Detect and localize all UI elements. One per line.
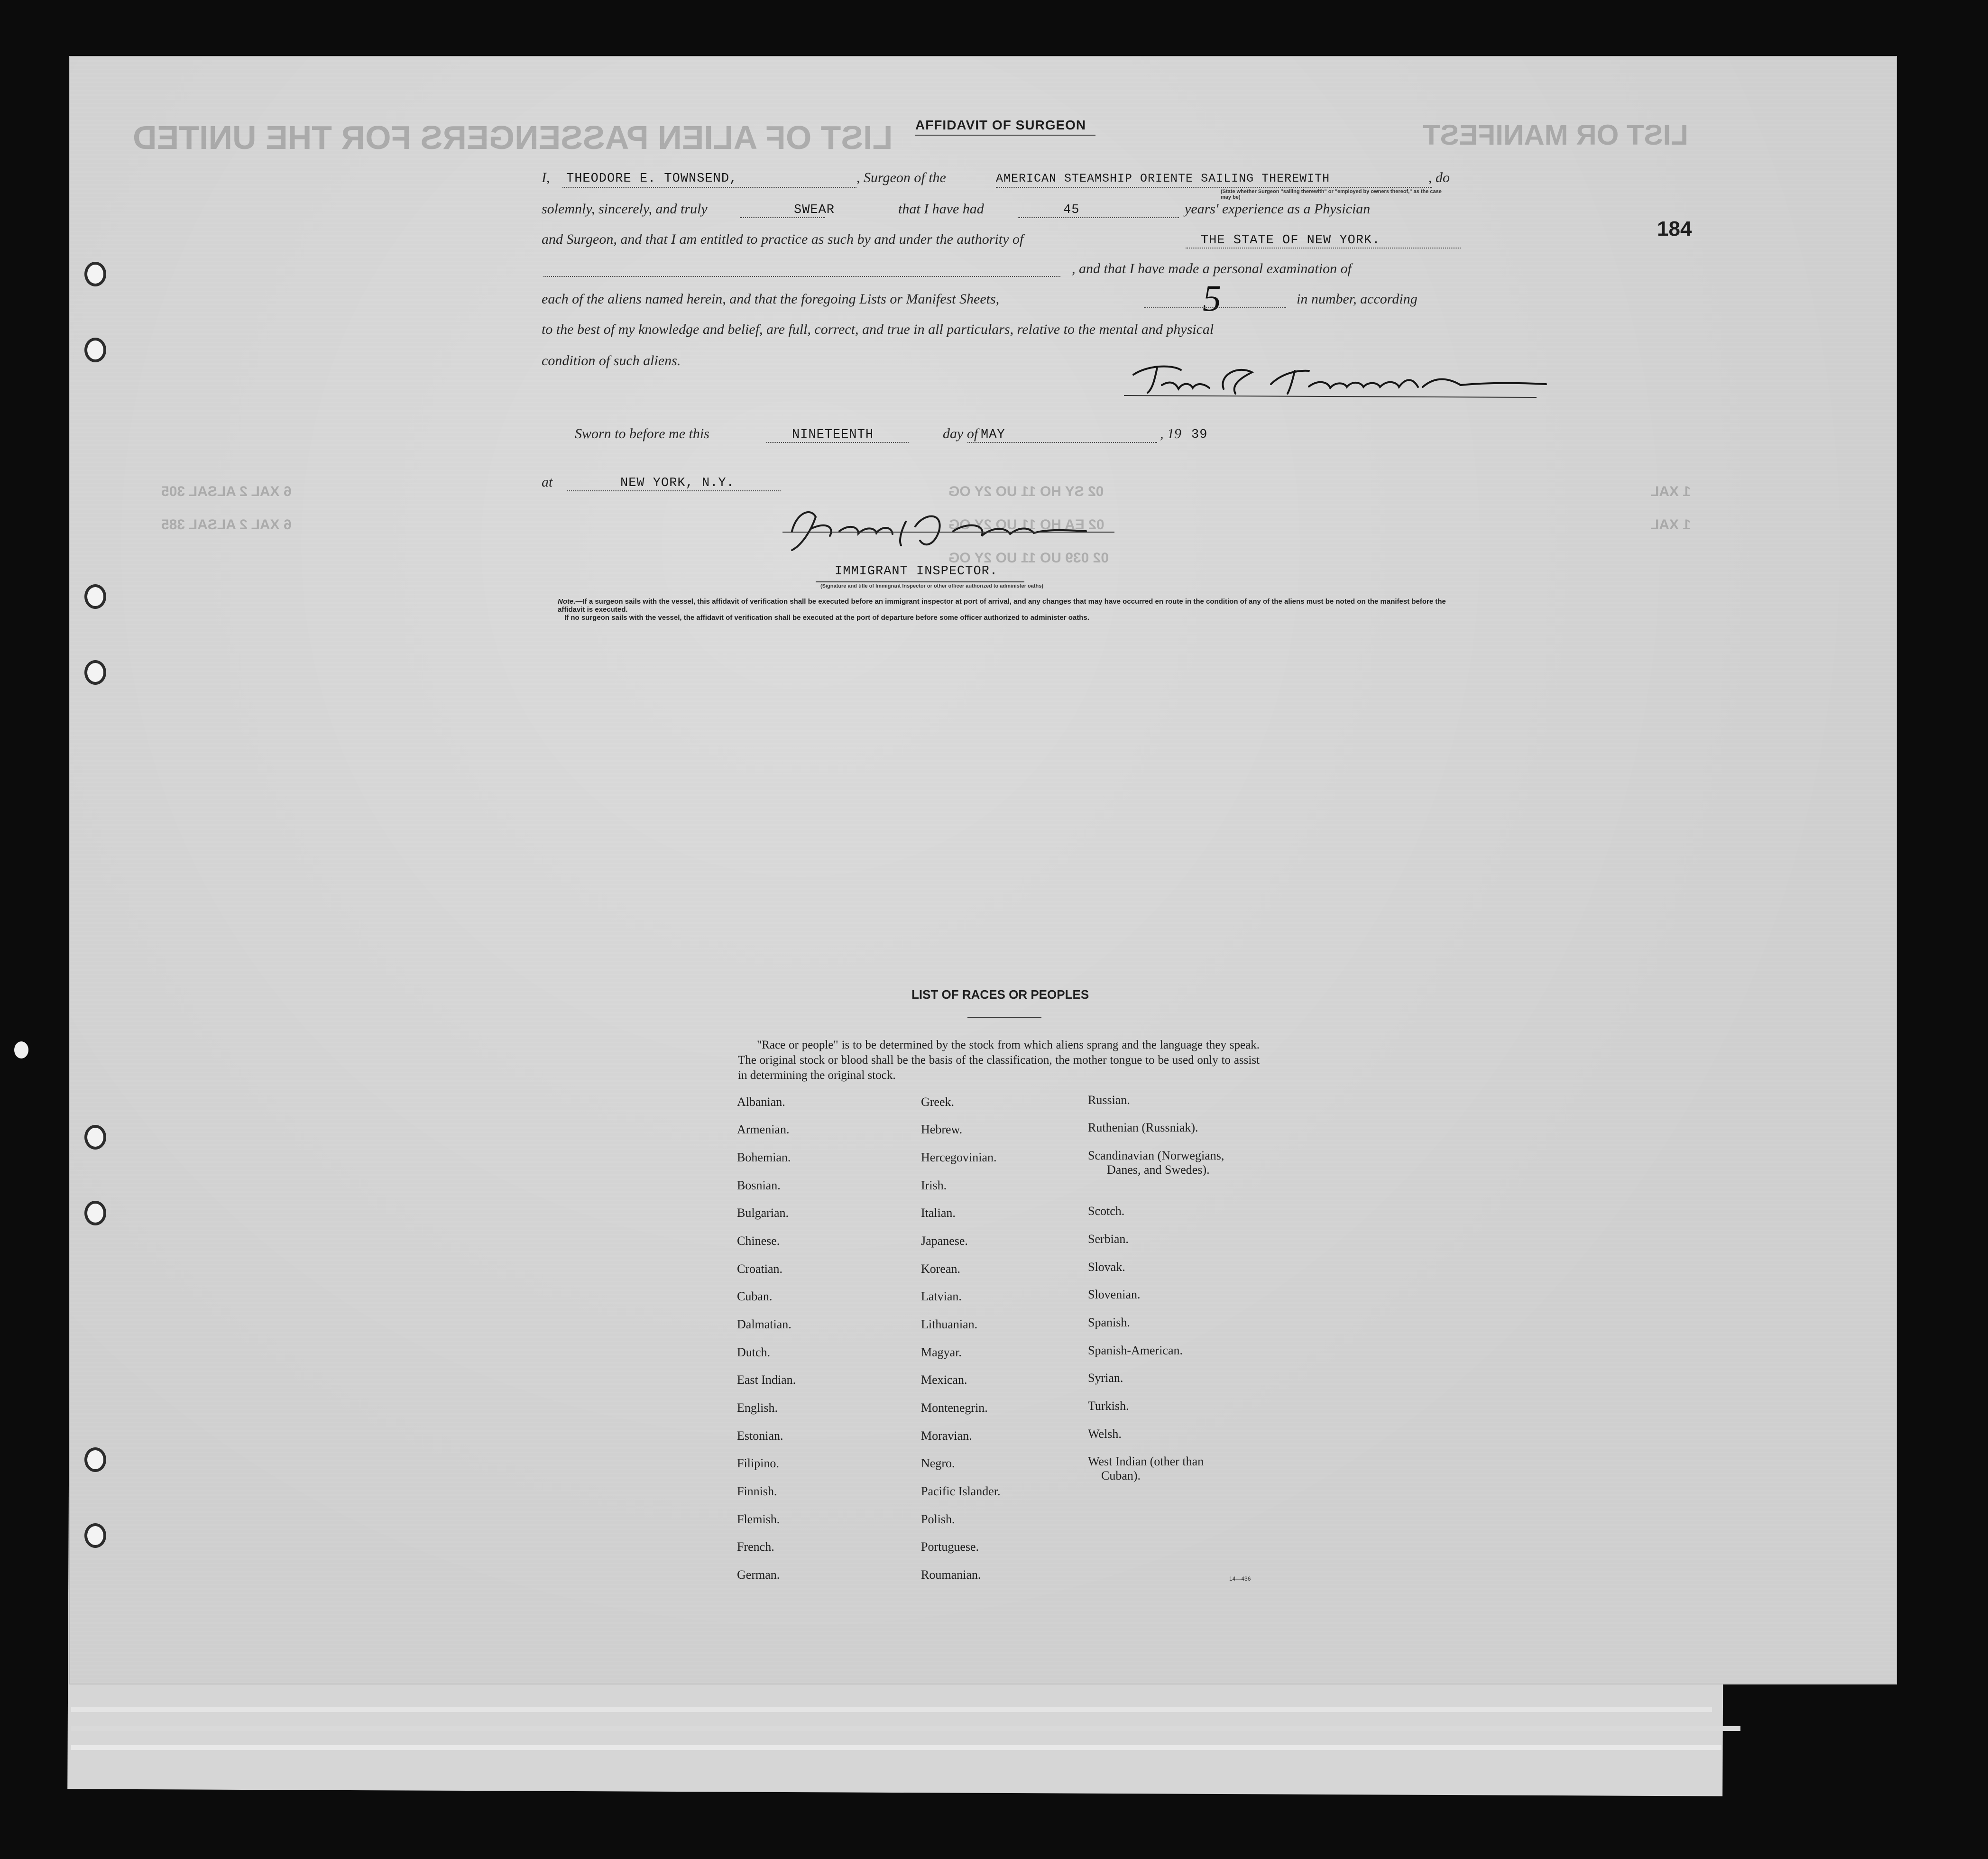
binder-hole (84, 1447, 106, 1472)
binder-hole (84, 1523, 106, 1548)
title-underline (915, 135, 1095, 136)
line-text: that I have had (898, 201, 984, 217)
vessel-note: (State whether Surgeon "sailing therewith" or "employed by owners thereof," as the case may be) (1221, 189, 1442, 200)
affidavit-line-4 (542, 261, 1462, 290)
affidavit-line-3 (542, 231, 1462, 261)
fill-line (562, 187, 856, 188)
race-item: Bosnian. (737, 1178, 781, 1192)
race-item: West Indian (other than (1088, 1454, 1204, 1468)
surgeon-signature (1129, 356, 1546, 403)
race-item: Japanese. (921, 1234, 968, 1248)
affidavit-line-2 (542, 201, 1462, 230)
inspector-signature (782, 503, 1124, 555)
binder-hole (84, 1125, 106, 1150)
fill-line (1018, 217, 1179, 218)
note-label: Note. (558, 598, 576, 606)
race-item: Ruthenian (Russniak). (1088, 1121, 1198, 1134)
intro-text: "Race or people" is to be determined by the stock from which aliens sprang and the language they speak. The original stock or blood shall be the basis of the classification, the mother tongue to be used only to assist in determining the original stock. (738, 1039, 1260, 1082)
bleed-through: 02 EA HO 11 UO 2Y OG (948, 517, 1104, 533)
race-item: Chinese. (737, 1234, 780, 1248)
oath-word: SWEAR (794, 203, 835, 217)
note-text: —If a surgeon sails with the vessel, this affidavit of verification shall be executed before an immigrant inspector at port of arrival, and any changes that may have occurred en route in the condition of any of the aliens must be noted on the manifest before the affidavit is executed. (558, 598, 1446, 614)
line-text: to the best of my knowledge and belief, are full, correct, and true in all particulars, relative to the mental and physical (542, 322, 1214, 337)
line-text: each of the aliens named herein, and that the foregoing Lists or Manifest Sheets, (542, 291, 1000, 307)
signature-rule (816, 581, 1024, 582)
race-item: Greek. (921, 1095, 955, 1109)
binder-hole (84, 584, 106, 609)
races-title: LIST OF RACES OR PEOPLES (911, 987, 1089, 1002)
race-item: Irish. (921, 1178, 947, 1192)
affidavit-note (558, 598, 1459, 622)
line-text: Sworn to before me this (575, 426, 709, 442)
binder-hole (84, 262, 106, 286)
line-text: , and that I have made a personal examination of (1072, 261, 1352, 276)
race-item: Spanish-American. (1088, 1344, 1183, 1357)
race-item: Cuban). (1101, 1469, 1141, 1482)
line-text: in number, according (1297, 291, 1417, 307)
line-text: and Surgeon, and that I am entitled to practice as such by and under the authority of (542, 231, 1024, 247)
bleed-through: LIST OR MANIFEST (1423, 119, 1688, 151)
race-item: Bulgarian. (737, 1206, 789, 1220)
affidavit-title: AFFIDAVIT OF SURGEON (915, 118, 1086, 132)
race-item: Armenian. (737, 1123, 790, 1136)
race-item: Estonian. (737, 1429, 783, 1443)
race-item: Hercegovinian. (921, 1150, 997, 1164)
bleed-through: LIST OF ALIEN PASSENGERS FOR THE UNITED (133, 119, 893, 156)
line-text: day of (943, 426, 978, 442)
race-item: German. (737, 1568, 780, 1582)
sworn-line (575, 426, 1495, 455)
race-item: Turkish. (1088, 1399, 1129, 1413)
race-item: Flemish. (737, 1512, 780, 1526)
race-item: Polish. (921, 1512, 955, 1526)
race-item: Syrian. (1088, 1371, 1123, 1385)
race-item: Mexican. (921, 1373, 967, 1387)
race-item: Bohemian. (737, 1150, 791, 1164)
place: NEW YORK, N.Y. (620, 476, 735, 490)
licensing-authority: THE STATE OF NEW YORK. (1201, 233, 1381, 248)
fill-line (1144, 307, 1286, 308)
race-item: Welsh. (1088, 1427, 1122, 1441)
surgeon-name: THEODORE E. TOWNSEND, (566, 172, 738, 186)
race-item: Scotch. (1088, 1204, 1125, 1218)
punch-mark (14, 1041, 28, 1058)
race-item: Moravian. (921, 1429, 972, 1443)
inspector-title: IMMIGRANT INSPECTOR. (835, 564, 998, 579)
bleed-through: 1 XAL (1650, 484, 1691, 499)
race-item: Korean. (921, 1262, 961, 1276)
race-item: Latvian. (921, 1289, 962, 1303)
race-item: Montenegrin. (921, 1401, 988, 1415)
race-item: Portuguese. (921, 1540, 979, 1554)
race-item: Dutch. (737, 1345, 771, 1359)
race-item: Albanian. (737, 1095, 785, 1109)
race-item: Spanish. (1088, 1316, 1130, 1329)
race-item: Lithuanian. (921, 1317, 978, 1331)
race-item: Danes, and Swedes). (1107, 1163, 1210, 1177)
line-text: , Surgeon of the (856, 170, 946, 185)
line-text: , 19 (1160, 426, 1181, 442)
fill-line (996, 187, 1432, 188)
bleed-through: 6 XAL 2 ALSAL 305 (161, 484, 292, 499)
race-item: French. (737, 1540, 774, 1554)
race-item: Pacific Islander. (921, 1484, 1001, 1498)
races-intro (738, 1038, 1260, 1083)
form-number: 14—436 (1229, 1575, 1251, 1582)
line-text: at (542, 474, 553, 490)
race-item: East Indian. (737, 1373, 796, 1387)
race-item: Cuban. (737, 1289, 773, 1303)
note-text: If no surgeon sails with the vessel, the affidavit of verification shall be executed at the port of departure before some officer authorized to administer oaths. (564, 614, 1089, 622)
bleed-through: 02 039 UO 11 UO 2Y OG (948, 550, 1109, 566)
race-item: Magyar. (921, 1345, 962, 1359)
race-item: Filipino. (737, 1456, 779, 1470)
binder-hole (84, 1201, 106, 1225)
race-item: Italian. (921, 1206, 956, 1220)
sheets-count: 5 (1203, 277, 1221, 319)
bleed-through: 6 XAL 2 ALSAL 385 (161, 517, 292, 533)
line-text: solemnly, sincerely, and truly (542, 201, 708, 217)
fill-line (967, 442, 1157, 443)
race-item: Serbian. (1088, 1232, 1129, 1246)
binder-hole (84, 660, 106, 685)
page-number: 184 (1657, 217, 1692, 240)
affidavit-line-5 (542, 277, 1462, 321)
sworn-year: 39 (1191, 428, 1208, 442)
page-edge (71, 1745, 1721, 1750)
sworn-day: NINETEENTH (792, 428, 874, 442)
binder-hole (84, 338, 106, 362)
page-edge (71, 1707, 1712, 1712)
fill-line (766, 442, 909, 443)
inspector-caption: (Signature and title of Immigrant Inspector or other officer authorized to administer oaths) (820, 583, 1043, 589)
race-item: Croatian. (737, 1262, 783, 1276)
race-item: Russian. (1088, 1093, 1130, 1107)
page-edge (71, 1726, 1740, 1731)
race-item: Finnish. (737, 1484, 777, 1498)
race-item: Roumanian. (921, 1568, 981, 1582)
sworn-month: MAY (981, 428, 1005, 442)
race-item: Slovak. (1088, 1260, 1125, 1274)
race-item: Negro. (921, 1456, 955, 1470)
line-text: years' experience as a Physician (1185, 201, 1371, 217)
race-item: Slovenian. (1088, 1288, 1141, 1301)
years-experience: 45 (1063, 203, 1080, 217)
bleed-through: 1 XAL (1650, 517, 1691, 533)
title-underline (967, 1017, 1041, 1018)
race-item: Dalmatian. (737, 1317, 792, 1331)
vessel-name: AMERICAN STEAMSHIP ORIENTE SAILING THEREWITH (996, 172, 1330, 185)
race-item: Scandinavian (Norwegians, (1088, 1149, 1224, 1162)
line-text: condition of such aliens. (542, 353, 681, 368)
bleed-through: 02 SY HO 11 UO 2Y OG (948, 484, 1104, 499)
fill-line (740, 217, 825, 218)
line-text: , do (1428, 170, 1450, 185)
affidavit-line-6 (542, 322, 1462, 351)
place-line (542, 474, 1462, 504)
fill-line (567, 490, 781, 491)
race-item: Hebrew. (921, 1123, 963, 1136)
race-item: English. (737, 1401, 778, 1415)
line-text: I, (542, 170, 550, 185)
